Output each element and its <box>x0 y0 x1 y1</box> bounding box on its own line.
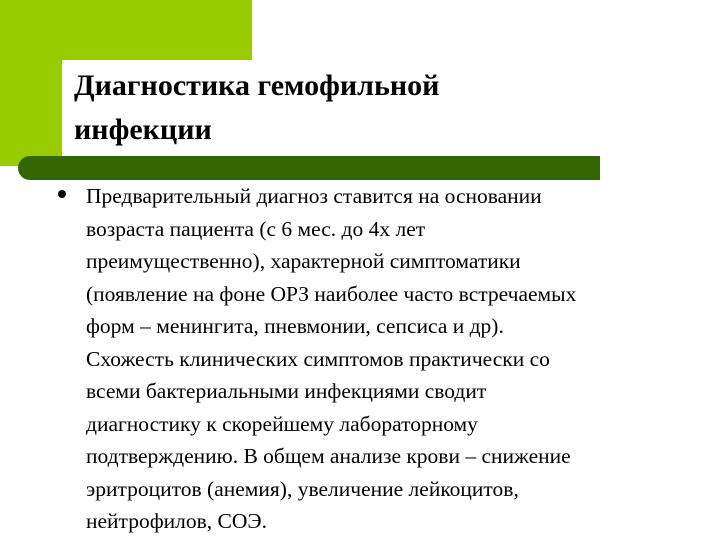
slide-title <box>74 64 674 151</box>
bullet-paragraph <box>86 180 700 538</box>
body-line: преимущественно), характерной симптоматики <box>86 249 521 273</box>
body-line: Предварительный диагноз ставится на основании <box>86 184 542 208</box>
bullet-icon <box>58 190 66 198</box>
body-line: всеми бактериальными инфекциями сводит <box>86 379 487 403</box>
body-line: возраста пациента (с 6 мес. до 4х лет <box>86 216 426 241</box>
title-line-1: Диагностика гемофильной <box>74 69 440 102</box>
body-line: подтверждению. В общем анализе крови – снижение <box>86 444 571 468</box>
body-line: (появление на фоне ОРЗ наиболее часто встречаемых <box>86 281 577 306</box>
body-line: диагностику к скорейшему лабораторному <box>86 411 478 436</box>
title-line-2: инфекции <box>74 112 212 146</box>
body-line: эритроцитов (анемия), увеличение лейкоцитов, <box>86 476 519 501</box>
body-line: форм – менингита, пневмонии, сепсиса и др). <box>86 314 504 338</box>
body-line: нейтрофилов, СОЭ. <box>86 509 267 533</box>
title-divider-bar <box>18 156 600 180</box>
body-line: Схожесть клинических симптомов практически со <box>86 346 550 371</box>
